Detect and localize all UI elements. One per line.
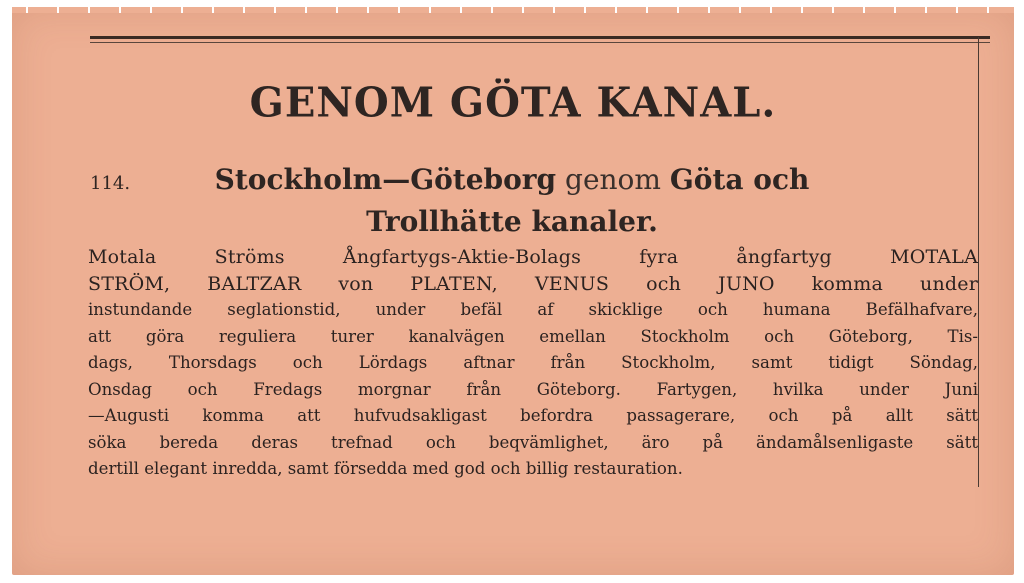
torn-edge [12,7,1014,13]
route-title-canal-1: Göta och [669,163,810,196]
route-title-via: genom [556,163,670,196]
route-title [132,159,892,243]
article-line: söka bereda deras trefnad och beqvämlighet, äro på ändamålsenligaste sätt [88,432,978,452]
article-line: att göra reguliera turer kanalvägen emellan Stockholm och Göteborg, Tis- [88,326,978,346]
article-line: instundande seglationstid, under befäl af skicklige och humana Befälhafvare, [88,300,978,319]
article-body [88,244,978,483]
article-line: STRÖM, BALTZAR von PLATEN, VENUS och JUNO komma under [88,272,978,295]
route-number: 114. [90,173,131,194]
top-rule [90,36,990,39]
headline: GENOM GÖTA KANAL. [249,78,777,127]
article-line: dertill elegant inredda, samt försedda med god och billig restauration. [88,459,683,478]
article-line: Motala Ströms Ångfartygs-Aktie-Bolags fyra ångfartyg MOTALA [88,246,978,268]
route-title-canal-2: Trollhätte kanaler. [366,205,658,238]
route-title-origin-destination: Stockholm—Göteborg [214,163,557,196]
article-line: Onsdag och Fredags morgnar från Göteborg. Fartygen, hvilka under Juni [88,379,978,399]
article-line: dags, Thorsdags och Lördags aftnar från Stockholm, samt tidigt Söndag, [88,353,978,372]
newspaper-clipping [12,9,1014,575]
top-rule-thin [90,42,990,43]
article-line: —Augusti komma att hufvudsakligast befordra passagerare, och på allt sätt [88,406,978,425]
